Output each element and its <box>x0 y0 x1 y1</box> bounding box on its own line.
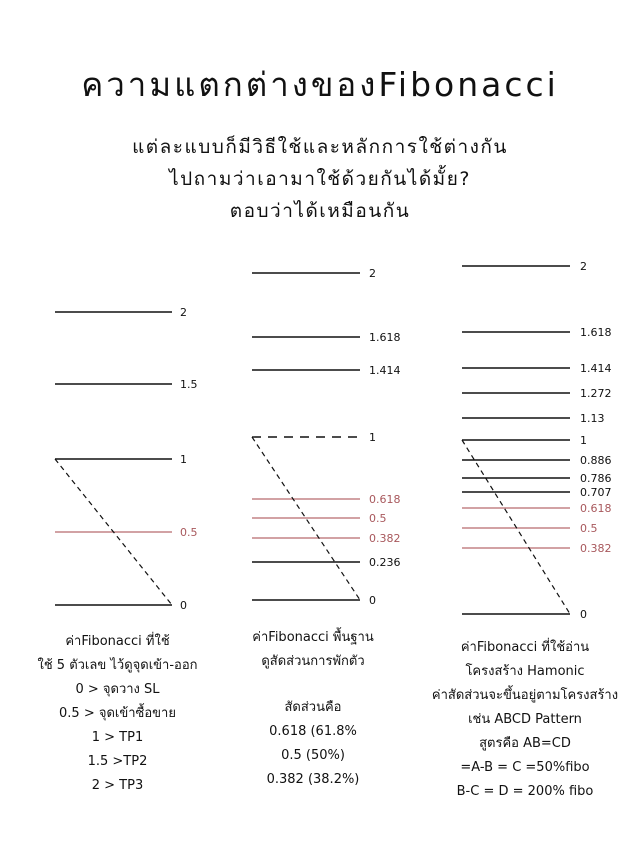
fib-level-label: 0.382 <box>580 542 612 555</box>
caption-left-line: 0.5 > จุดเข้าซื้อขาย <box>59 706 176 721</box>
caption-left <box>30 630 205 798</box>
caption-right <box>420 636 630 804</box>
fib-level-label: 0 <box>369 594 376 607</box>
subtitle-line-1: แต่ละแบบก็มีวิธีใช้และหลักการใช้ต่างกัน <box>132 136 508 158</box>
fib-level-label: 1.5 <box>180 378 198 391</box>
caption-right-line: เช่น ABCD Pattern <box>468 712 582 727</box>
fib-level-label: 1 <box>180 453 187 466</box>
caption-left-line: ใช้ 5 ตัวเลข ไว้ดูจุดเข้า-ออก <box>37 658 198 673</box>
caption-middle-line: สัดส่วนคือ <box>284 700 342 715</box>
fib-level-label: 0.618 <box>580 502 612 515</box>
fib-level-label: 0 <box>180 599 187 612</box>
fib-level-label: 0.382 <box>369 532 401 545</box>
caption-right-line: =A-B = C =50%fibo <box>460 760 590 775</box>
caption-middle-line: ค่าFibonacci พื้นฐาน <box>252 630 374 645</box>
caption-right-line: โครงสร้าง Hamonic <box>465 664 585 679</box>
caption-middle-line: 0.5 (50%) <box>281 748 345 763</box>
caption-left-line: 0 > จุดวาง SL <box>75 682 160 697</box>
fib-level-label: 2 <box>580 260 587 273</box>
fib-level-label: 2 <box>369 267 376 280</box>
caption-middle-line: 0.618 (61.8% <box>269 724 357 739</box>
subtitle-line-2: ไปถามว่าเอามาใช้ด้วยกันได้มั้ย? <box>169 168 471 190</box>
fib-level-label: 2 <box>180 306 187 319</box>
caption-right-line: ค่าสัดส่วนจะขึ้นอยู่ตามโครงสร้าง <box>431 688 619 703</box>
fib-level-label: 1.272 <box>580 387 612 400</box>
caption-right-line: สูตรคือ AB=CD <box>479 736 571 751</box>
fib-level-label: 0.707 <box>580 486 612 499</box>
caption-middle-line <box>228 674 398 696</box>
fib-level-label: 0.5 <box>369 512 387 525</box>
fib-level-label: 1.618 <box>369 331 401 344</box>
caption-middle-line: ดูสัดส่วนการพักตัว <box>261 654 365 669</box>
caption-middle-line: 0.382 (38.2%) <box>266 772 360 787</box>
fib-level-label: 0.5 <box>580 522 598 535</box>
fib-swing-dashed-line <box>462 440 570 614</box>
fib-level-label: 0 <box>580 608 587 621</box>
fib-level-label: 1.414 <box>580 362 612 375</box>
fib-level-label: 1.13 <box>580 412 605 425</box>
fib-level-label: 0.618 <box>369 493 401 506</box>
page-title: ความแตกต่างของFibonacci <box>81 65 559 104</box>
fib-level-label: 1.414 <box>369 364 401 377</box>
caption-left-line: ค่าFibonacci ที่ใช้ <box>65 634 170 649</box>
fib-level-label: 0.786 <box>580 472 612 485</box>
subtitle-line-3: ตอบว่าได้เหมือนกัน <box>229 200 411 222</box>
caption-left-line: 2 > TP3 <box>91 778 144 793</box>
caption-right-line: ค่าFibonacci ที่ใช้อ่าน <box>460 640 590 655</box>
fib-level-label: 1 <box>369 431 376 444</box>
caption-right-line: B-C = D = 200% fibo <box>456 784 594 799</box>
fib-level-label: 0.5 <box>180 526 198 539</box>
caption-left-line: 1.5 >TP2 <box>87 754 148 769</box>
fib-level-label: 1 <box>580 434 587 447</box>
fib-level-label: 1.618 <box>580 326 612 339</box>
fib-level-label: 0.236 <box>369 556 401 569</box>
fib-level-label: 0.886 <box>580 454 612 467</box>
caption-left-line: 1 > TP1 <box>91 730 144 745</box>
caption-middle <box>228 626 398 792</box>
